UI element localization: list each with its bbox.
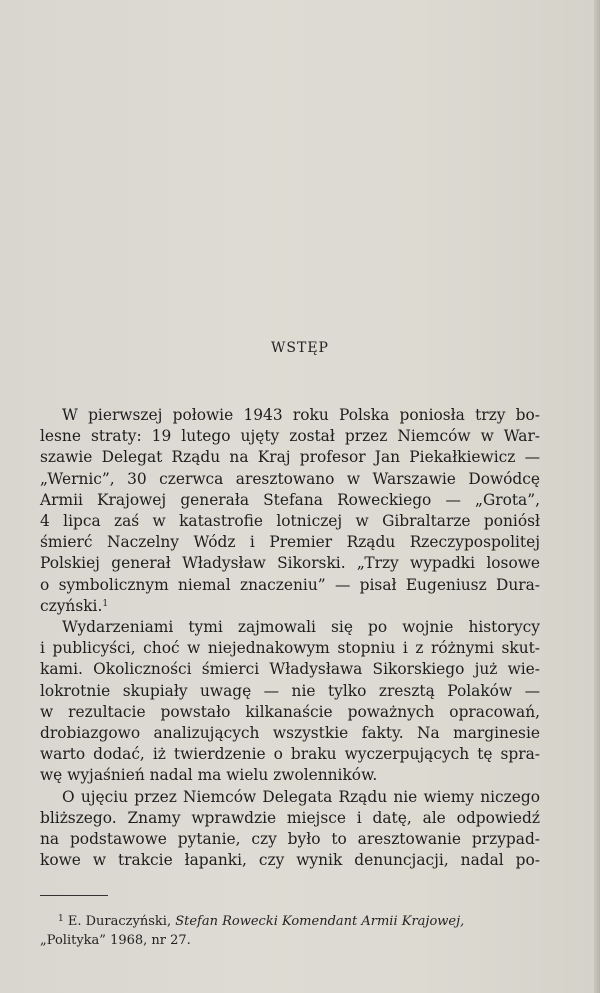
footnote-line <box>40 912 540 931</box>
text-line: 4 lipca zaś w katastrofie lotniczej w Gibraltarze poniósł <box>40 512 540 531</box>
footnote-rule <box>40 895 108 896</box>
text-line <box>40 596 540 617</box>
text-line: śmierć Naczelny Wódz i Premier Rządu Rzeczypospolitej <box>40 533 540 552</box>
text-line: O ujęciu przez Niemców Delegata Rządu nie wiemy niczego <box>62 787 540 806</box>
text-line: lokrotnie skupiały uwagę — nie tylko zresztą Polaków — <box>40 681 540 700</box>
footnote-reference: 1 <box>102 598 109 609</box>
text-line: o symbolicznym niemal znaczeniu” — pisał Eugeniusz Dura- <box>40 575 540 594</box>
footnote-source: „Polityka” 1968, nr 27. <box>40 933 191 948</box>
footnote-title: Stefan Rowecki Komendant Armii Krajowej, <box>175 914 465 929</box>
text-line: Wydarzeniami tymi zajmowali się po wojnie historycy <box>62 618 540 637</box>
text-line: wę wyjaśnień nadal ma wielu zwolenników. <box>40 766 378 785</box>
footnote-number: 1 <box>58 914 64 924</box>
paragraph-3 <box>40 787 540 872</box>
text-line: kami. Okoliczności śmierci Władysława Sikorskiego już wie- <box>40 660 540 679</box>
paragraph-2 <box>40 617 540 787</box>
text-line: lesne straty: 19 lutego ujęty został przez Niemców w War- <box>40 427 540 446</box>
paragraph-1 <box>40 405 540 617</box>
text-line: i publicyści, choć w niejednakowym stopniu i z różnymi skut- <box>40 639 540 658</box>
text-line: W pierwszej połowie 1943 roku Polska poniosła trzy bo- <box>62 406 540 424</box>
text-line: bliższego. Znamy wprawdzie miejsce i datę, ale odpowiedź <box>40 808 540 827</box>
text-line: drobiazgowo analizujących wszystkie fakty. Na marginesie <box>40 724 540 743</box>
text-line: Armii Krajowej generała Stefana Roweckiego — „Grota”, <box>40 490 540 509</box>
text-line: warto dodać, iż twierdzenie o braku wyczerpujących tę spra- <box>40 745 540 764</box>
text-line: kowe w trakcie łapanki, czy wynik denuncjacji, nadal po- <box>40 851 540 870</box>
footnote-author: E. Duraczyński, <box>67 914 172 929</box>
text-line: Polskiej generał Władysław Sikorski. „Trzy wypadki losowe <box>40 554 540 573</box>
chapter-heading: WSTĘP <box>271 340 329 356</box>
text-line: na podstawowe pytanie, czy było to aresztowanie przypad- <box>40 830 540 849</box>
page-edge <box>594 0 600 993</box>
text-line-content: czyński. <box>40 596 103 615</box>
footnote <box>40 912 540 950</box>
body-text <box>40 405 540 871</box>
text-line: szawie Delegat Rządu na Kraj profesor Jan Piekałkiewicz — <box>40 448 540 467</box>
text-line: w rezultacie powstało kilkanaście poważnych opracowań, <box>40 702 540 721</box>
text-line: „Wernic”, 30 czerwca aresztowano w Warszawie Dowódcę <box>40 469 540 488</box>
